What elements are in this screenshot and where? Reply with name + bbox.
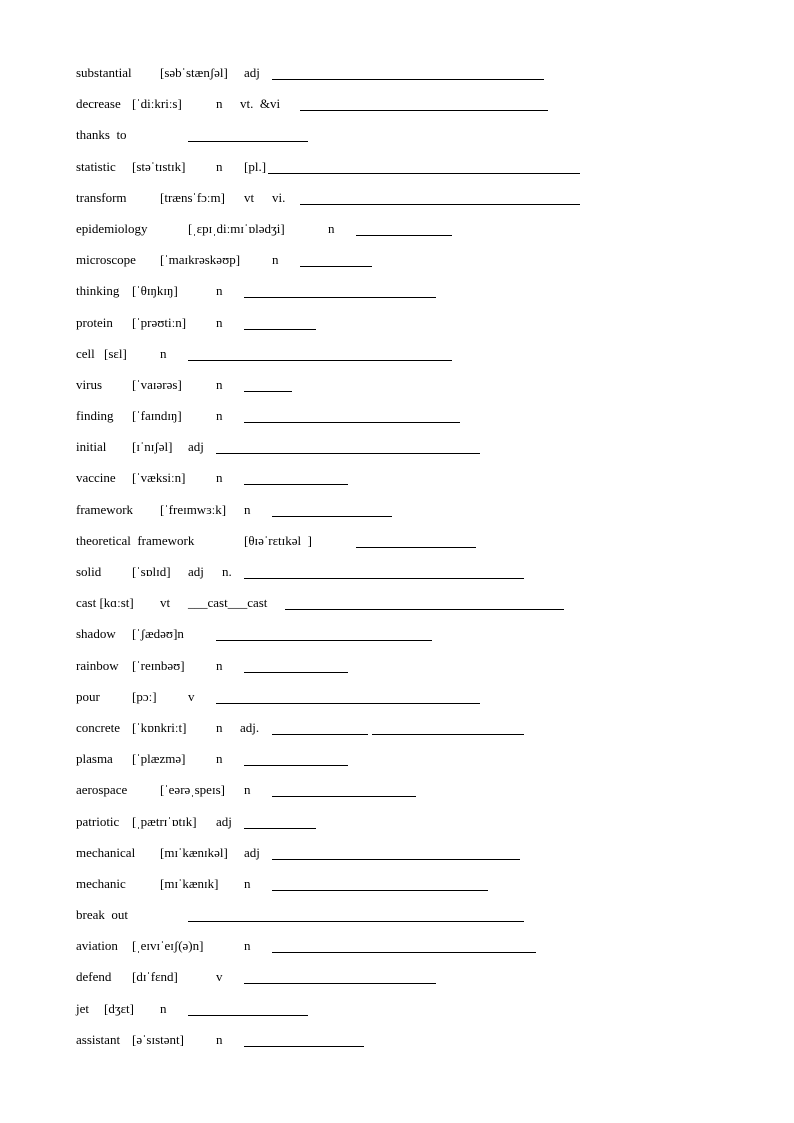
answer-blank-line[interactable] bbox=[300, 110, 548, 111]
part-of-speech: adj bbox=[216, 813, 232, 829]
phonetic-transcription: [ˈdiːkriːs] bbox=[132, 96, 182, 112]
part-of-speech: n bbox=[216, 376, 223, 392]
phonetic-transcription: [sɛl] bbox=[104, 345, 127, 361]
phonetic-transcription: [ɪˈnɪʃəl] bbox=[132, 439, 173, 455]
vocab-word: defend bbox=[76, 969, 112, 985]
part-of-speech: vt bbox=[160, 595, 171, 611]
vocab-word: substantial bbox=[76, 65, 132, 80]
answer-blank-line[interactable] bbox=[216, 640, 432, 641]
vocab-row bbox=[76, 156, 776, 187]
answer-blank-line[interactable] bbox=[356, 235, 452, 236]
answer-blank-line[interactable] bbox=[244, 578, 524, 579]
part-of-speech: n bbox=[328, 220, 335, 236]
vocab-row bbox=[76, 218, 776, 249]
phonetic-transcription: [ˈprəʊtiːn] bbox=[132, 314, 187, 330]
part-of-speech: v bbox=[188, 688, 195, 704]
phonetic-transcription: [mɪˈkænɪkəl] bbox=[160, 844, 228, 860]
answer-blank-line[interactable] bbox=[272, 734, 368, 735]
answer-blank-line[interactable] bbox=[268, 173, 580, 174]
vocab-row bbox=[76, 249, 776, 280]
vocab-word: pour bbox=[76, 688, 100, 704]
vocab-row bbox=[76, 904, 776, 935]
answer-blank-line[interactable] bbox=[188, 360, 452, 361]
answer-blank-line[interactable] bbox=[244, 672, 348, 673]
part-of-speech: n bbox=[216, 158, 223, 174]
answer-blank-line[interactable] bbox=[188, 1015, 308, 1016]
vocab-row bbox=[76, 748, 776, 779]
vocab-row bbox=[76, 655, 776, 686]
vocab-word: shadow bbox=[76, 626, 116, 642]
vocab-word: mechanic bbox=[76, 875, 126, 891]
vocab-word: aviation bbox=[76, 938, 118, 954]
vocab-row bbox=[76, 998, 776, 1029]
answer-blank-line[interactable] bbox=[244, 297, 436, 298]
vocab-row bbox=[76, 592, 776, 623]
answer-blank-line[interactable] bbox=[244, 828, 316, 829]
phonetic-transcription: [əˈsɪstənt] bbox=[132, 1031, 184, 1047]
answer-blank-line[interactable] bbox=[285, 609, 564, 610]
phonetic-transcription: [ˈfaɪndɪŋ] bbox=[132, 408, 182, 424]
phonetic-transcription: [ˈplæzmə] bbox=[132, 751, 186, 767]
answer-blank-line[interactable] bbox=[372, 734, 524, 735]
answer-blank-line[interactable] bbox=[216, 453, 480, 454]
answer-blank-line[interactable] bbox=[216, 703, 480, 704]
vocab-row bbox=[76, 966, 776, 997]
vocab-row bbox=[76, 935, 776, 966]
additional-forms: ___cast___cast bbox=[188, 595, 268, 611]
additional-forms: [pl.] bbox=[244, 158, 267, 174]
additional-forms: vi. bbox=[272, 189, 286, 205]
vocab-row bbox=[76, 561, 776, 592]
vocab-word: initial bbox=[76, 439, 107, 455]
vocabulary-list bbox=[76, 62, 776, 1060]
phonetic-transcription: [ˈvæksiːn] bbox=[132, 470, 186, 486]
additional-forms: n. bbox=[222, 564, 232, 579]
answer-blank-line[interactable] bbox=[356, 547, 476, 548]
part-of-speech: adj bbox=[244, 65, 260, 80]
answer-blank-line[interactable] bbox=[244, 1046, 364, 1047]
vocab-row bbox=[76, 405, 776, 436]
part-of-speech: n bbox=[160, 345, 167, 361]
answer-blank-line[interactable] bbox=[272, 952, 536, 953]
part-of-speech: n bbox=[272, 252, 279, 268]
part-of-speech: v bbox=[216, 969, 223, 985]
part-of-speech: n bbox=[216, 719, 223, 735]
phonetic-transcription: [ˌeɪvɪˈeɪʃ(ə)n] bbox=[132, 938, 204, 954]
vocab-word: epidemiology bbox=[76, 220, 148, 236]
phonetic-transcription: [ˈeərəˌspeɪs] bbox=[160, 782, 225, 798]
part-of-speech: n bbox=[244, 875, 251, 891]
vocab-word: rainbow bbox=[76, 657, 119, 673]
part-of-speech: n bbox=[160, 1000, 167, 1016]
vocab-word: thinking bbox=[76, 283, 120, 299]
part-of-speech: n bbox=[244, 938, 251, 954]
part-of-speech: vt bbox=[244, 189, 255, 205]
part-of-speech: n bbox=[216, 657, 223, 673]
vocab-word: virus bbox=[76, 376, 102, 392]
part-of-speech: adj bbox=[244, 844, 260, 860]
phonetic-transcription: [ˈʃædəʊ]n bbox=[132, 626, 184, 642]
part-of-speech: adj bbox=[188, 439, 204, 455]
phonetic-transcription: [ˈkɒnkriːt] bbox=[132, 719, 187, 735]
vocab-row bbox=[76, 467, 776, 498]
part-of-speech: n bbox=[216, 470, 223, 486]
additional-forms: adj. bbox=[240, 719, 260, 735]
vocab-row bbox=[76, 779, 776, 810]
vocab-word: concrete bbox=[76, 719, 121, 735]
vocab-row bbox=[76, 811, 776, 842]
vocab-row bbox=[76, 717, 776, 748]
part-of-speech: n bbox=[216, 751, 223, 767]
vocab-row bbox=[76, 62, 776, 93]
phonetic-transcription: [ˌɛpɪˌdiːmɪˈɒlədʒi] bbox=[188, 220, 285, 236]
phonetic-transcription: [ˈvaɪərəs] bbox=[132, 376, 182, 392]
vocab-word: vaccine bbox=[76, 470, 116, 486]
vocab-word: protein bbox=[76, 314, 113, 330]
answer-blank-line[interactable] bbox=[188, 141, 308, 142]
part-of-speech: n bbox=[244, 501, 251, 517]
answer-blank-line[interactable] bbox=[188, 921, 524, 922]
vocab-word: decrease bbox=[76, 96, 121, 112]
answer-blank-line[interactable] bbox=[244, 765, 348, 766]
answer-blank-line[interactable] bbox=[244, 983, 436, 984]
vocab-row bbox=[76, 1029, 776, 1060]
vocab-row bbox=[76, 873, 776, 904]
answer-blank-line[interactable] bbox=[272, 796, 416, 797]
vocab-word: aerospace bbox=[76, 782, 128, 798]
vocab-row bbox=[76, 374, 776, 405]
phonetic-transcription: [mɪˈkænɪk] bbox=[160, 875, 219, 891]
phonetic-transcription: [ˈmaɪkrəskəʊp] bbox=[160, 252, 241, 268]
vocab-word: solid bbox=[76, 564, 102, 579]
vocab-word: patriotic bbox=[76, 813, 120, 829]
phonetic-transcription: [səbˈstænʃəl] bbox=[160, 65, 228, 80]
phonetic-transcription: [pɔː] bbox=[132, 688, 157, 704]
phonetic-transcription: [ˈsɒlɪd] bbox=[132, 564, 171, 579]
phonetic-transcription: [ˈθɪŋkɪŋ] bbox=[132, 283, 178, 299]
vocab-word: plasma bbox=[76, 751, 113, 767]
answer-blank-line[interactable] bbox=[244, 422, 460, 423]
vocab-word: break out bbox=[76, 907, 128, 923]
vocab-row bbox=[76, 436, 776, 467]
vocab-row bbox=[76, 187, 776, 218]
phonetic-transcription: [dʒɛt] bbox=[104, 1000, 134, 1016]
phonetic-transcription: [trænsˈfɔːm] bbox=[160, 189, 225, 205]
vocab-word: microscope bbox=[76, 252, 136, 268]
answer-blank-line[interactable] bbox=[300, 266, 372, 267]
phonetic-transcription: [θɪəˈrɛtɪkəl ] bbox=[244, 532, 312, 548]
vocab-row bbox=[76, 623, 776, 654]
vocab-word: assistant bbox=[76, 1031, 121, 1047]
vocab-row bbox=[76, 686, 776, 717]
vocab-word: cast [kɑːst] bbox=[76, 595, 134, 611]
phonetic-transcription: [stəˈtɪstɪk] bbox=[132, 158, 186, 174]
vocab-word: mechanical bbox=[76, 844, 136, 860]
additional-forms: vt. &vi bbox=[240, 96, 281, 112]
vocab-row bbox=[76, 499, 776, 530]
answer-blank-line[interactable] bbox=[272, 890, 488, 891]
part-of-speech: n bbox=[216, 96, 223, 112]
vocab-row bbox=[76, 312, 776, 343]
vocab-word: finding bbox=[76, 408, 114, 424]
vocab-word: jet bbox=[76, 1000, 89, 1016]
vocab-row bbox=[76, 842, 776, 873]
part-of-speech: adj bbox=[188, 564, 204, 579]
answer-blank-line[interactable] bbox=[300, 204, 580, 205]
vocab-word: theoretical framework bbox=[76, 532, 195, 548]
phonetic-transcription: [ˈreɪnbəʊ] bbox=[132, 657, 185, 673]
answer-blank-line[interactable] bbox=[272, 79, 544, 80]
vocab-word: thanks to bbox=[76, 127, 127, 143]
answer-blank-line[interactable] bbox=[244, 391, 292, 392]
part-of-speech: n bbox=[244, 782, 251, 798]
part-of-speech: n bbox=[216, 314, 223, 330]
part-of-speech: n bbox=[216, 283, 223, 299]
vocab-word: transform bbox=[76, 189, 127, 205]
phonetic-transcription: [ˈfreɪmwɜːk] bbox=[160, 501, 227, 517]
vocab-word: framework bbox=[76, 501, 134, 517]
vocab-word: statistic bbox=[76, 158, 116, 174]
part-of-speech: n bbox=[216, 408, 223, 424]
answer-blank-line[interactable] bbox=[244, 484, 348, 485]
vocab-row bbox=[76, 280, 776, 311]
answer-blank-line[interactable] bbox=[272, 859, 520, 860]
phonetic-transcription: [ˌpætrɪˈɒtɪk] bbox=[132, 813, 197, 829]
vocab-word: cell bbox=[76, 345, 95, 361]
vocab-row bbox=[76, 530, 776, 561]
answer-blank-line[interactable] bbox=[244, 329, 316, 330]
vocab-row bbox=[76, 343, 776, 374]
part-of-speech: n bbox=[216, 1031, 223, 1047]
answer-blank-line[interactable] bbox=[272, 516, 392, 517]
vocab-row bbox=[76, 93, 776, 124]
vocab-row bbox=[76, 124, 776, 155]
phonetic-transcription: [dɪˈfɛnd] bbox=[132, 969, 178, 985]
